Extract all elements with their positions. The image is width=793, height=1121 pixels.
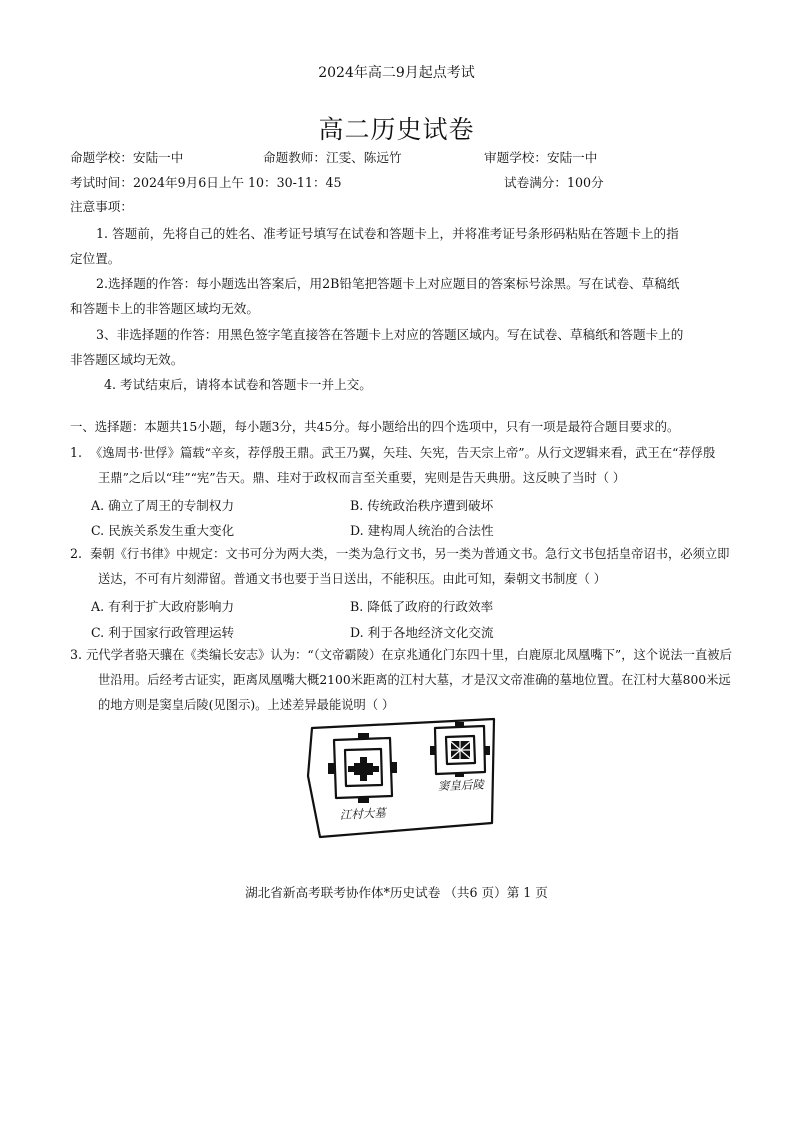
question-2-option-b[interactable]: B. 降低了政府的行政效率 [350,599,494,614]
info-teachers: 命题教师：江雯、陈远竹 [263,150,402,165]
notice-item-1-line-2: 定位置。 [70,251,121,266]
notice-heading: 注意事项： [70,199,133,214]
notice-item-3-line-2: 非答题区域均无效。 [70,352,184,367]
info-school: 命题学校：安陆一中 [70,150,184,165]
exam-subtitle: 2024年高二9月起点考试 [318,65,475,81]
notice-item-1-line-1: 1. 答题前，先将自己的姓名、准考证号填写在试卷和答题卡上，并将准考证号条形码粘贴在答题卡上的指 [96,226,679,241]
question-1-line-1: 《逸周书·世俘》篇载“辛亥，荐俘殷王鼎。武王乃翼，矢珪、矢宪，告天宗上帝”。从行文逻辑来看，武王在“荐俘殷 [90,446,716,460]
notice-item-2-line-1: 2.选择题的作答：每小题选出答案后，用2B铅笔把答题卡上对应题目的答案标号涂黑。写在试卷、草稿纸 [96,276,680,291]
paper-title: 高二历史试卷 [318,115,475,144]
question-1-option-c[interactable]: C. 民族关系发生重大变化 [91,523,235,538]
question-1-number: 1. [70,445,83,460]
question-1-option-b[interactable]: B. 传统政治秩序遭到破坏 [350,498,494,513]
question-1-option-d[interactable]: D. 建构周人统治的合法性 [350,523,494,538]
section-1-heading: 一、选择题：本题共15小题，每小题3分，共45分。每小题给出的四个选项中，只有一项是最符合题目要求的。 [70,419,680,434]
notice-item-2-line-2: 和答题卡上的非答题区域均无效。 [70,301,259,316]
figure-label-jiangcun: 江村大墓 [339,805,387,822]
info-score: 试卷满分：100分 [504,175,604,190]
notice-item-3-line-1: 3、非选择题的作答：用黑色签字笔直接答在答题卡上对应的答题区域内。写在试卷、草稿纸和答题卡上的 [96,327,684,342]
question-2-option-a[interactable]: A. 有利于扩大政府影响力 [91,599,235,614]
question-2-number: 2. [70,546,83,561]
figure-label-dou: 窦皇后陵 [437,777,485,793]
question-3-line-1: 元代学者骆天骧在《类编长安志》认为：“（文帝霸陵）在京兆通化门东四十里，白鹿原北凤凰嘴下”，这个说法一直被后 [86,648,732,662]
tomb-site-figure [298,716,502,840]
question-3-line-2: 世沿用。后经考古证实，距离凤凰嘴大概2100米距离的江村大墓，才是汉文帝准确的墓地位置。在江村大墓800米远 [98,673,731,687]
question-1-line-2: 王鼎”之后以“珪”“宪”告天。鼎、珪对于政权而言至关重要，宪则是告天典册。这反映了当时（ ） [98,471,626,485]
question-2-option-d[interactable]: D. 利于各地经济文化交流 [350,625,494,640]
info-review: 审题学校：安陆一中 [484,150,598,165]
question-2-line-2: 送达，不可有片刻滞留。普通文书也要于当日送出，不能积压。由此可知，秦朝文书制度（ ） [98,572,607,586]
info-time: 考试时间：2024年9月6日上午 10：30-11：45 [70,175,342,190]
jiangcun-tomb-mark [348,757,379,781]
question-2-option-c[interactable]: C. 利于国家行政管理运转 [91,625,235,640]
question-2-line-1: 秦朝《行书律》中规定：文书可分为两大类，一类为急行文书，另一类为普通文书。急行文书包括皇帝诏书，必须立即 [90,547,730,561]
dou-tomb-mark [448,738,473,762]
notice-item-4-line-1: 4. 考试结束后，请将本试卷和答题卡一并上交。 [104,377,372,392]
question-1-option-a[interactable]: A. 确立了周王的专制权力 [91,498,235,513]
tomb-site-sketch [298,716,502,840]
question-3-line-3: 的地方则是窦皇后陵(见图示)。上述差异最能说明（ ） [98,698,395,712]
question-3-number: 3. [70,647,83,662]
page-footer: 湖北省新高考联考协作体*历史试卷 （共6 页）第 1 页 [245,885,548,900]
